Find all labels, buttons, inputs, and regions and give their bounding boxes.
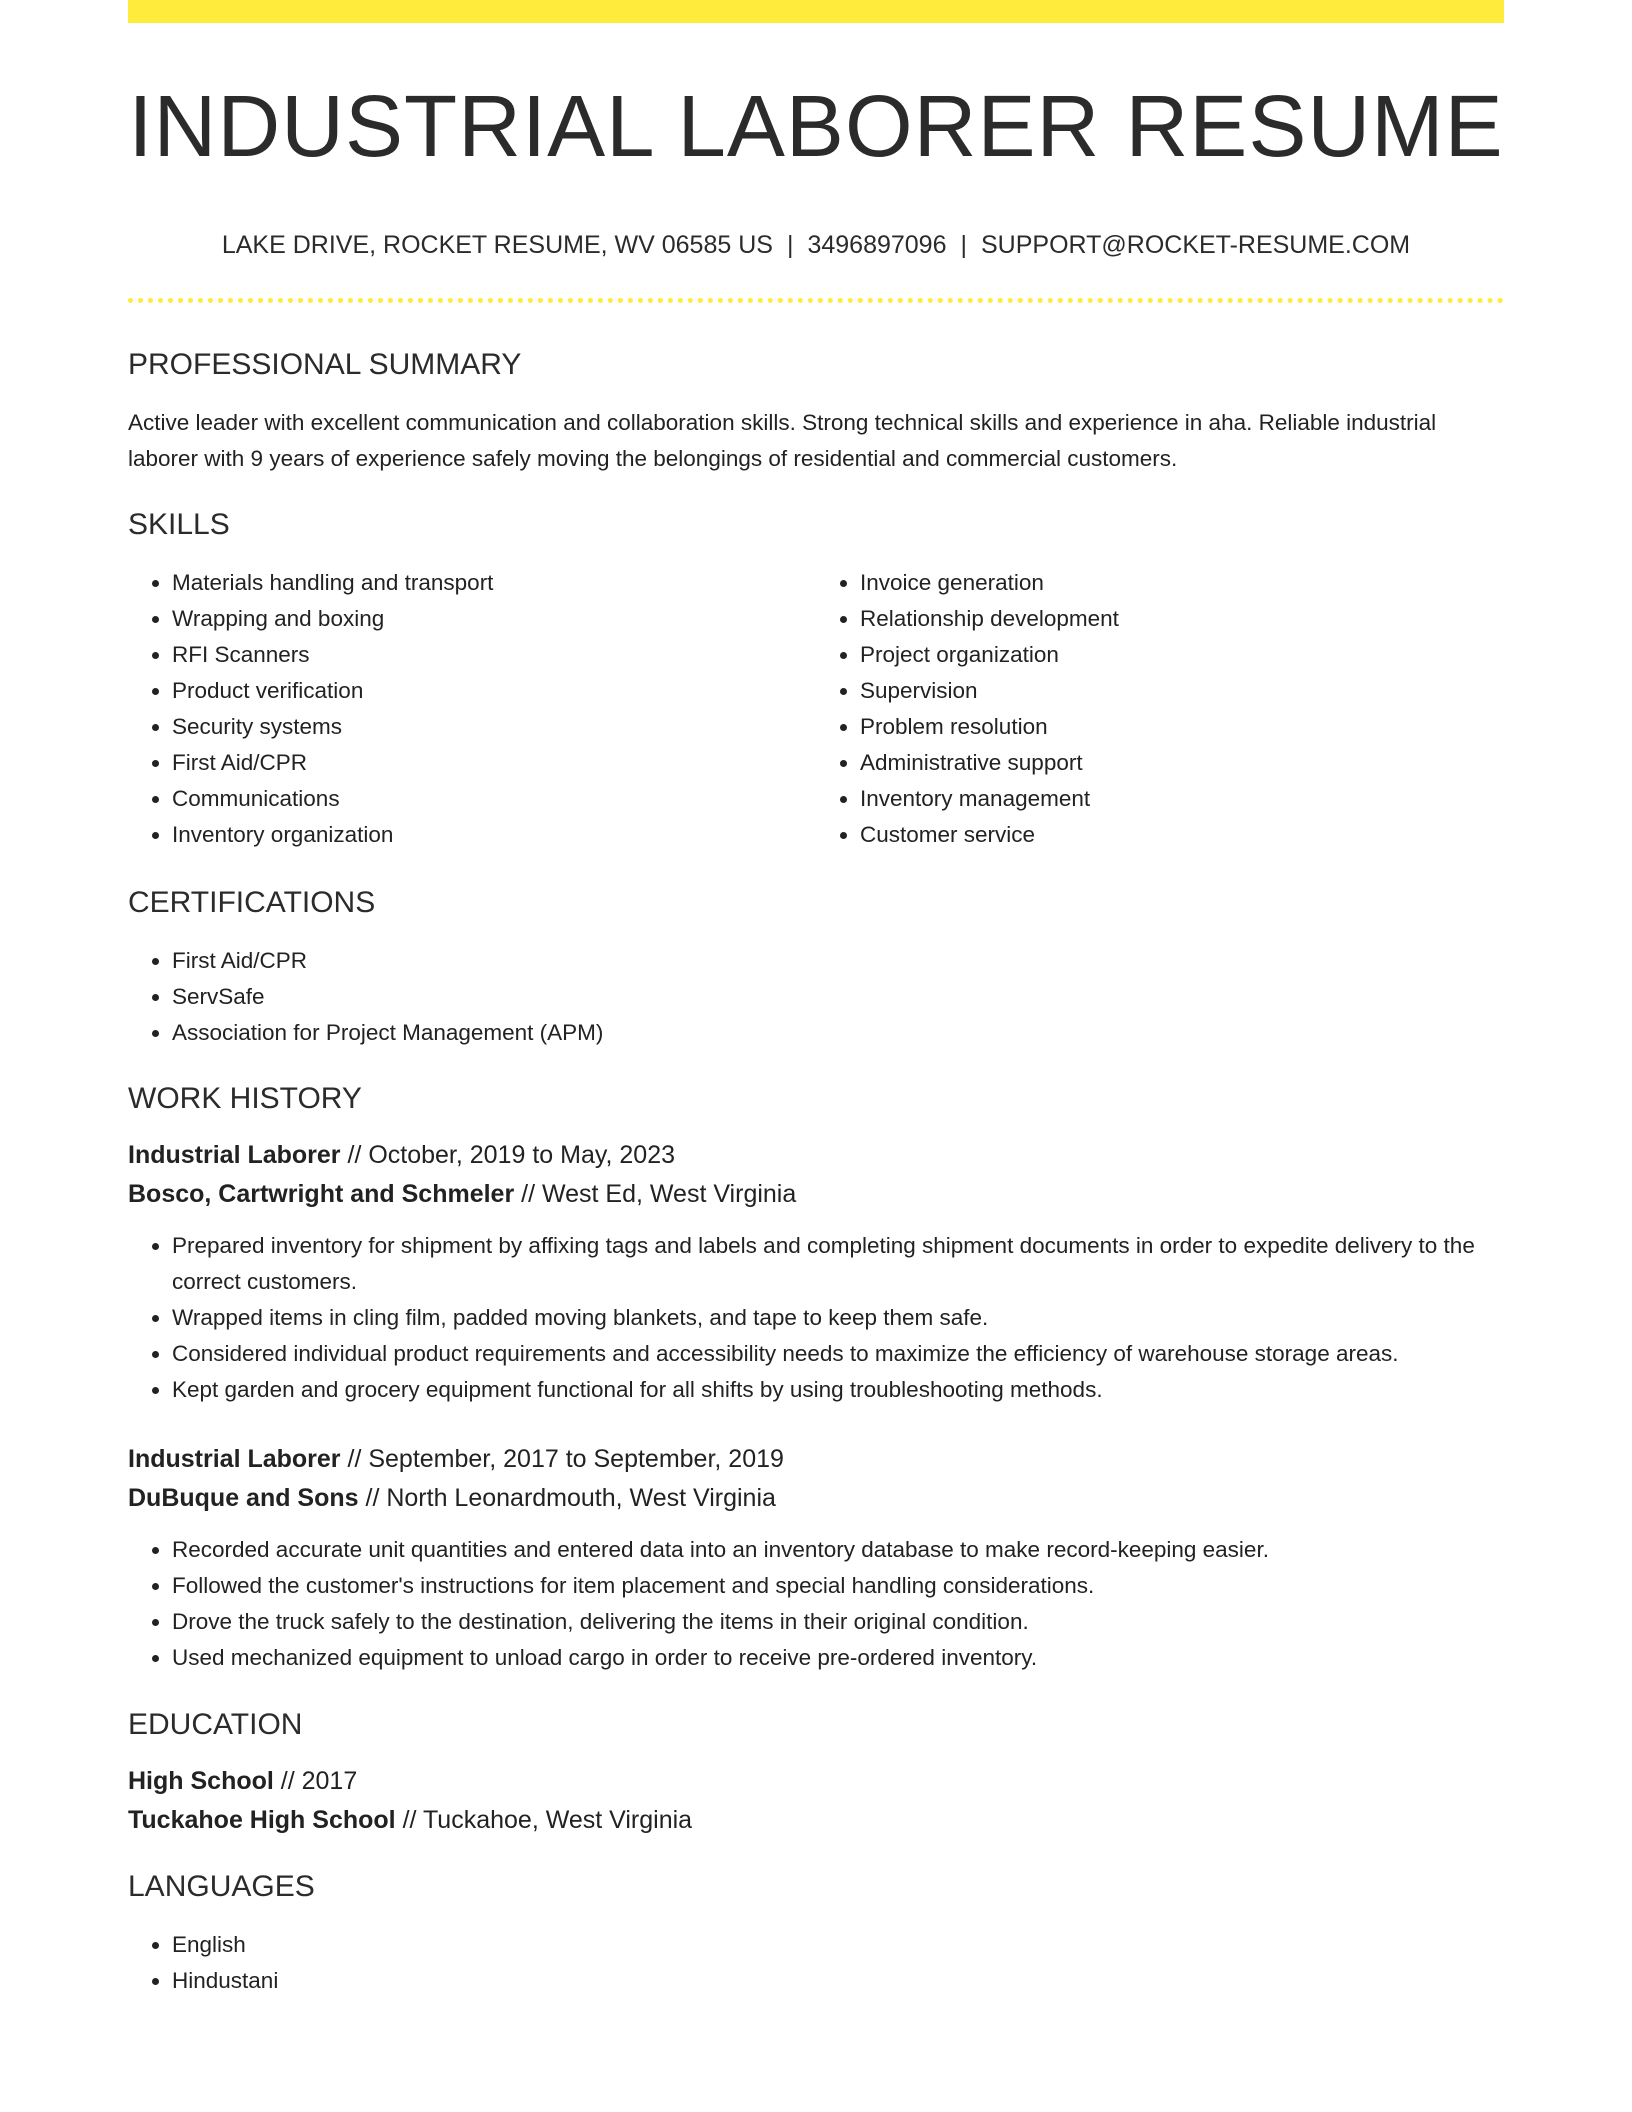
- list-item: • Kept garden and grocery equipment functional for all shifts by using troubleshooting methods.: [172, 1372, 1504, 1408]
- list-item: • Supervision: [860, 673, 1504, 709]
- languages-list: [128, 1927, 1504, 1999]
- job-dates: // October, 2019 to May, 2023: [340, 1141, 676, 1169]
- dotted-divider: [128, 298, 1504, 303]
- list-item: • English: [172, 1927, 1504, 1963]
- job-company: DuBuque and Sons: [128, 1484, 359, 1512]
- job-bullets: [128, 1228, 1504, 1408]
- languages-heading: LANGUAGES: [128, 1870, 315, 1903]
- list-item: • Used mechanized equipment to unload cargo in order to receive pre-ordered inventory.: [172, 1640, 1504, 1676]
- list-item: • Wrapping and boxing: [172, 601, 816, 637]
- email: SUPPORT@ROCKET-RESUME.COM: [981, 231, 1411, 259]
- list-item: • First Aid/CPR: [172, 745, 816, 781]
- certifications-list: [128, 943, 1504, 1051]
- education-entry: [128, 1762, 1504, 1840]
- job-company: Bosco, Cartwright and Schmeler: [128, 1180, 515, 1208]
- job-entry: [128, 1136, 1504, 1408]
- separator: |: [960, 231, 967, 259]
- list-item: • Drove the truck safely to the destination, delivering the items in their original condition.: [172, 1604, 1504, 1640]
- phone: 3496897096: [807, 231, 947, 259]
- job-location: // West Ed, West Virginia: [514, 1180, 797, 1208]
- separator: |: [786, 231, 794, 259]
- job-company-line: [128, 1175, 1504, 1214]
- list-item: • Relationship development: [860, 601, 1504, 637]
- work-heading: WORK HISTORY: [128, 1082, 362, 1115]
- list-item: • Considered individual product requirements and accessibility needs to maximize the efficiency of warehouse storage areas.: [172, 1336, 1504, 1372]
- school: Tuckahoe High School: [128, 1806, 396, 1834]
- list-item: • Materials handling and transport: [172, 565, 816, 601]
- job-company-line: [128, 1479, 1504, 1518]
- list-item: • Association for Project Management (APM): [172, 1015, 1504, 1051]
- job-location: // North Leonardmouth, West Virginia: [358, 1484, 776, 1512]
- degree-year: // 2017: [273, 1767, 358, 1795]
- skills-list-right: [816, 565, 1504, 853]
- job-bullets: [128, 1532, 1504, 1676]
- job-dates: // September, 2017 to September, 2019: [340, 1445, 784, 1473]
- resume-title: INDUSTRIAL LABORER RESUME: [128, 78, 1504, 175]
- skills-grid: [128, 565, 1504, 853]
- list-item: • Administrative support: [860, 745, 1504, 781]
- address: LAKE DRIVE, ROCKET RESUME, WV 06585 US: [221, 231, 773, 259]
- school-location: // Tuckahoe, West Virginia: [395, 1806, 693, 1834]
- skills-list-left: [128, 565, 816, 853]
- list-item: • Followed the customer's instructions for item placement and special handling considerations.: [172, 1568, 1504, 1604]
- degree-line: [128, 1762, 1504, 1801]
- accent-bar: [128, 0, 1504, 23]
- list-item: • Communications: [172, 781, 816, 817]
- job-title-line: [128, 1136, 1504, 1175]
- skills-heading: SKILLS: [128, 508, 230, 541]
- list-item: • Security systems: [172, 709, 816, 745]
- degree: High School: [128, 1767, 274, 1795]
- summary-heading: PROFESSIONAL SUMMARY: [128, 348, 522, 381]
- list-item: • RFI Scanners: [172, 637, 816, 673]
- list-item: • Prepared inventory for shipment by affixing tags and labels and completing shipment documents in order to expedite delivery to the correct customers.: [172, 1228, 1504, 1300]
- list-item: • Hindustani: [172, 1963, 1504, 1999]
- list-item: • Wrapped items in cling film, padded moving blankets, and tape to keep them safe.: [172, 1300, 1504, 1336]
- job-title: Industrial Laborer: [128, 1141, 341, 1169]
- resume-page: [128, 0, 1504, 1999]
- list-item: • Recorded accurate unit quantities and entered data into an inventory database to make record-keeping easier.: [172, 1532, 1504, 1568]
- list-item: • Inventory management: [860, 781, 1504, 817]
- list-item: • ServSafe: [172, 979, 1504, 1015]
- list-item: • Invoice generation: [860, 565, 1504, 601]
- list-item: • Customer service: [860, 817, 1504, 853]
- certifications-heading: CERTIFICATIONS: [128, 886, 376, 919]
- education-heading: EDUCATION: [128, 1708, 303, 1741]
- list-item: • Project organization: [860, 637, 1504, 673]
- job-entry: [128, 1440, 1504, 1676]
- job-title-line: [128, 1440, 1504, 1479]
- school-line: [128, 1801, 1504, 1840]
- list-item: • Product verification: [172, 673, 816, 709]
- list-item: • First Aid/CPR: [172, 943, 1504, 979]
- contact-line: [128, 233, 1504, 258]
- job-title: Industrial Laborer: [128, 1445, 341, 1473]
- list-item: • Problem resolution: [860, 709, 1504, 745]
- list-item: • Inventory organization: [172, 817, 816, 853]
- summary-text: Active leader with excellent communication and collaboration skills. Strong technical skills and experience in aha. Reliable industrial laborer with 9 years of experience safely moving the belongings of residential and commercial customers.: [128, 410, 1437, 471]
